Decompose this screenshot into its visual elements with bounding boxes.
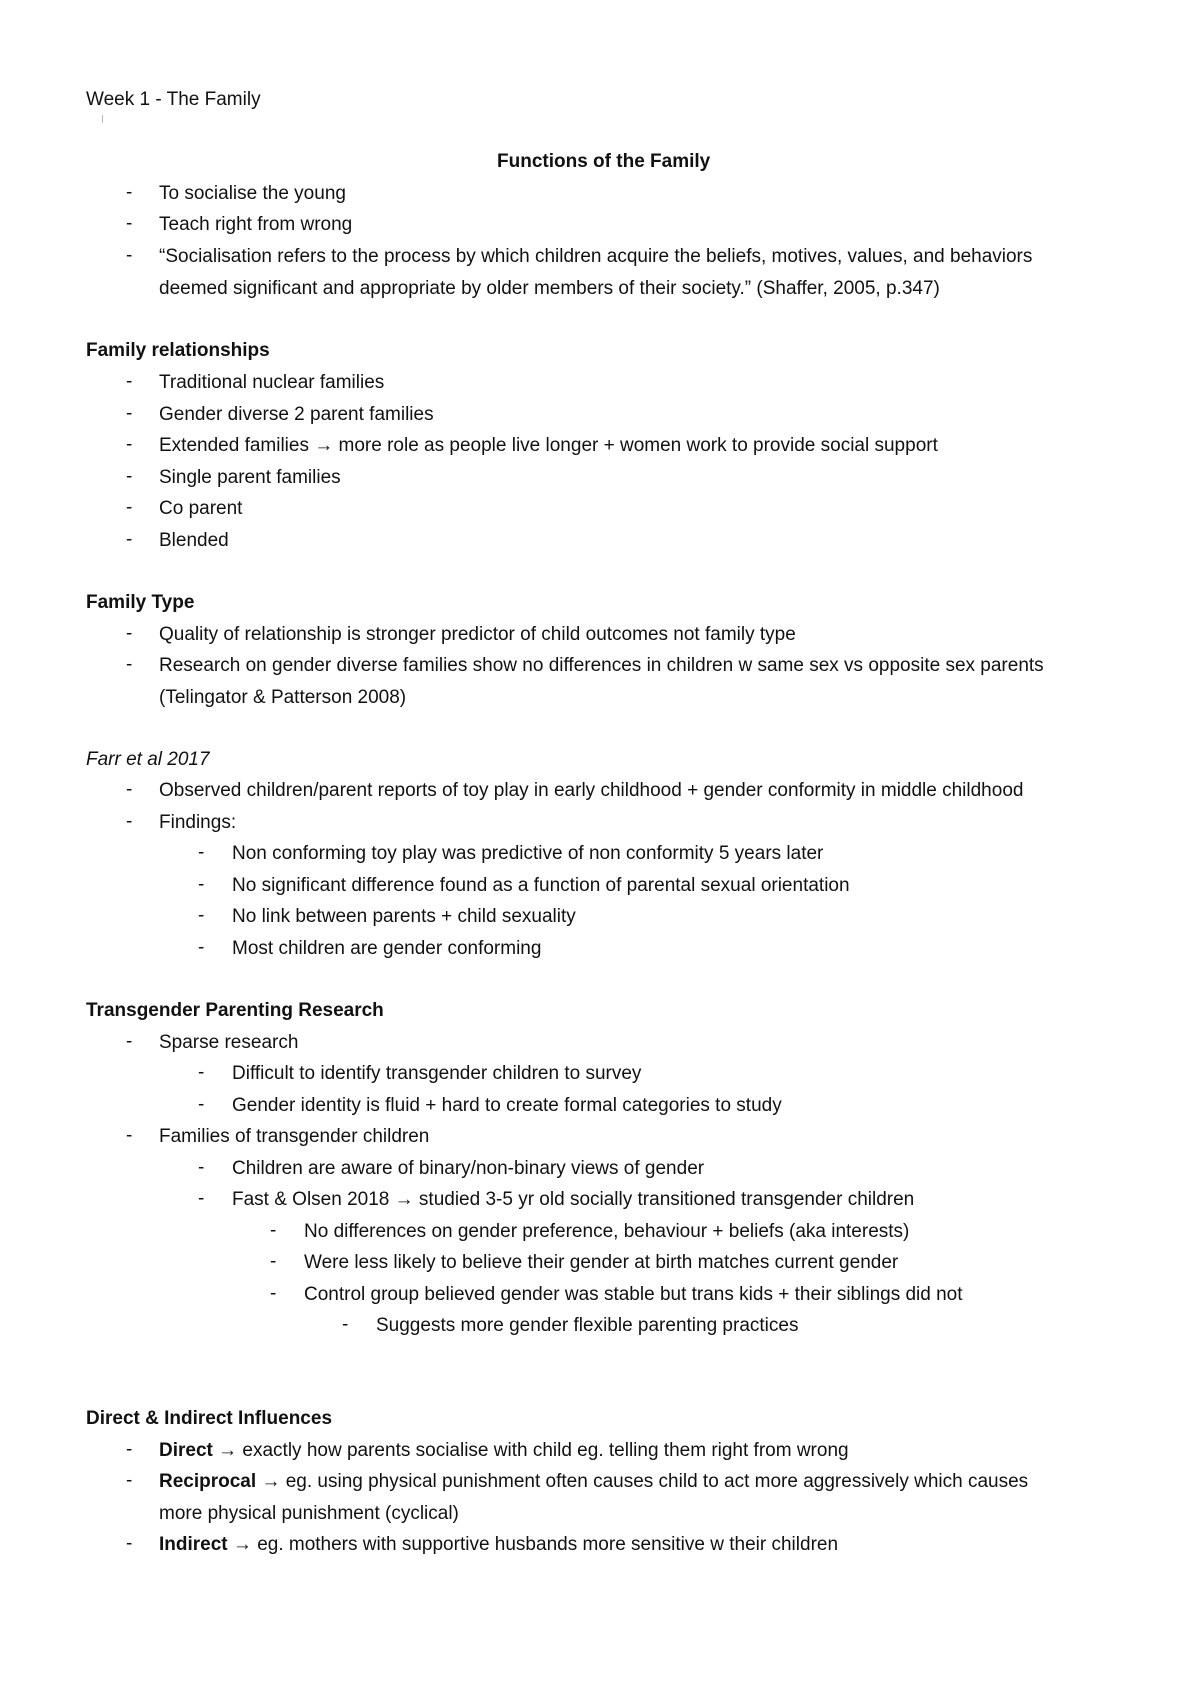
section-heading-influences: Direct & Indirect Influences xyxy=(86,1408,333,1429)
bullet-dash: - xyxy=(126,371,133,392)
definition-direct: exactly how parents socialise with child eg. telling them right from wrong xyxy=(242,1440,849,1461)
bullet-dash: - xyxy=(126,434,133,455)
list-item: Research on gender diverse families show no differences in children w same sex vs opposite sex parents xyxy=(159,655,1044,676)
definition-reciprocal: eg. using physical punishment often causes child to act more aggressively which causes xyxy=(285,1471,1029,1492)
bullet-dash: - xyxy=(126,811,133,832)
term-indirect: Indirect xyxy=(159,1534,228,1555)
bullet-dash: - xyxy=(126,213,133,234)
sub-list-item: No significant difference found as a function of parental sexual orientation xyxy=(232,875,850,896)
section-heading-family-type: Family Type xyxy=(86,592,195,613)
bullet-dash: - xyxy=(198,1188,205,1209)
arrow-icon: → xyxy=(232,1534,252,1555)
sub-list-item: No link between parents + child sexuality xyxy=(232,906,576,927)
list-item: Observed children/parent reports of toy play in early childhood + gender conformity in middle childhood xyxy=(159,780,1024,801)
list-item: “Socialisation refers to the process by which children acquire the beliefs, motives, values, and behaviors xyxy=(159,246,1033,267)
bullet-dash: - xyxy=(126,466,133,487)
list-item-direct xyxy=(159,1439,849,1463)
sub-sub-list-item: No differences on gender preference, behaviour + beliefs (aka interests) xyxy=(304,1221,910,1242)
section-heading-transgender: Transgender Parenting Research xyxy=(86,1000,384,1021)
list-item-continuation: more physical punishment (cyclical) xyxy=(159,1503,459,1524)
bullet-dash: - xyxy=(126,182,133,203)
bullet-dash: - xyxy=(126,1439,133,1460)
list-item: Quality of relationship is stronger predictor of child outcomes not family type xyxy=(159,624,796,645)
bullet-dash: - xyxy=(126,1031,133,1052)
bullet-dash: - xyxy=(198,937,205,958)
list-item-indirect xyxy=(159,1533,838,1557)
list-item-continuation: deemed significant and appropriate by older members of their society.” (Shaffer, 2005, p.347) xyxy=(159,278,940,299)
term-direct: Direct xyxy=(159,1440,213,1461)
sub-list-item: Difficult to identify transgender children to survey xyxy=(232,1063,642,1084)
bullet-dash: - xyxy=(198,874,205,895)
bullet-dash: - xyxy=(126,245,133,266)
bullet-dash: - xyxy=(270,1283,277,1304)
bullet-dash: - xyxy=(126,623,133,644)
list-item-continuation: (Telingator & Patterson 2008) xyxy=(159,687,407,708)
list-item-reciprocal xyxy=(159,1470,1028,1494)
bullet-dash: - xyxy=(198,1062,205,1083)
bullet-dash: - xyxy=(198,1094,205,1115)
bullet-dash: - xyxy=(126,529,133,550)
list-item: Blended xyxy=(159,530,229,551)
arrow-icon: → xyxy=(218,1440,238,1461)
list-item: Families of transgender children xyxy=(159,1126,430,1147)
bullet-dash: - xyxy=(126,1470,133,1491)
list-item: Findings: xyxy=(159,812,237,833)
document-title: Week 1 - The Family xyxy=(86,89,261,110)
term-reciprocal: Reciprocal xyxy=(159,1471,257,1492)
list-item: To socialise the young xyxy=(159,183,346,204)
sub-list-item: Children are aware of binary/non-binary views of gender xyxy=(232,1158,705,1179)
list-item: Sparse research xyxy=(159,1032,299,1053)
bullet-dash: - xyxy=(342,1314,349,1335)
sub-sub-sub-list-item: Suggests more gender flexible parenting practices xyxy=(376,1315,799,1336)
sub-list-item: Most children are gender conforming xyxy=(232,938,542,959)
list-item: Gender diverse 2 parent families xyxy=(159,404,434,425)
sub-list-item: Non conforming toy play was predictive of non conformity 5 years later xyxy=(232,843,824,864)
section-heading-farr: Farr et al 2017 xyxy=(86,749,210,770)
bullet-dash: - xyxy=(198,842,205,863)
bullet-dash: - xyxy=(126,654,133,675)
list-item: Extended families → more role as people live longer + women work to provide social support xyxy=(159,435,938,456)
definition-indirect: eg. mothers with supportive husbands more sensitive w their children xyxy=(257,1534,839,1555)
bullet-dash: - xyxy=(198,905,205,926)
bullet-dash: - xyxy=(126,1533,133,1554)
bullet-dash: - xyxy=(126,779,133,800)
section-heading-functions: Functions of the Family xyxy=(497,151,711,172)
sub-sub-list-item: Were less likely to believe their gender at birth matches current gender xyxy=(304,1252,899,1273)
bullet-dash: - xyxy=(270,1220,277,1241)
bullet-dash: - xyxy=(126,403,133,424)
sub-list-item: Fast & Olsen 2018 → studied 3-5 yr old socially transitioned transgender children xyxy=(232,1189,915,1210)
list-item: Single parent families xyxy=(159,467,341,488)
bullet-dash: - xyxy=(270,1251,277,1272)
list-item: Co parent xyxy=(159,498,243,519)
sub-list-item: Gender identity is fluid + hard to create formal categories to study xyxy=(232,1095,782,1116)
arrow-icon: → xyxy=(261,1471,281,1492)
bullet-dash: - xyxy=(198,1157,205,1178)
bullet-dash: - xyxy=(126,497,133,518)
list-item: Teach right from wrong xyxy=(159,214,353,235)
section-heading-relationships: Family relationships xyxy=(86,340,270,361)
text-cursor-mark xyxy=(102,115,103,123)
bullet-dash: - xyxy=(126,1125,133,1146)
list-item: Traditional nuclear families xyxy=(159,372,385,393)
sub-sub-list-item: Control group believed gender was stable but trans kids + their siblings did not xyxy=(304,1284,963,1305)
